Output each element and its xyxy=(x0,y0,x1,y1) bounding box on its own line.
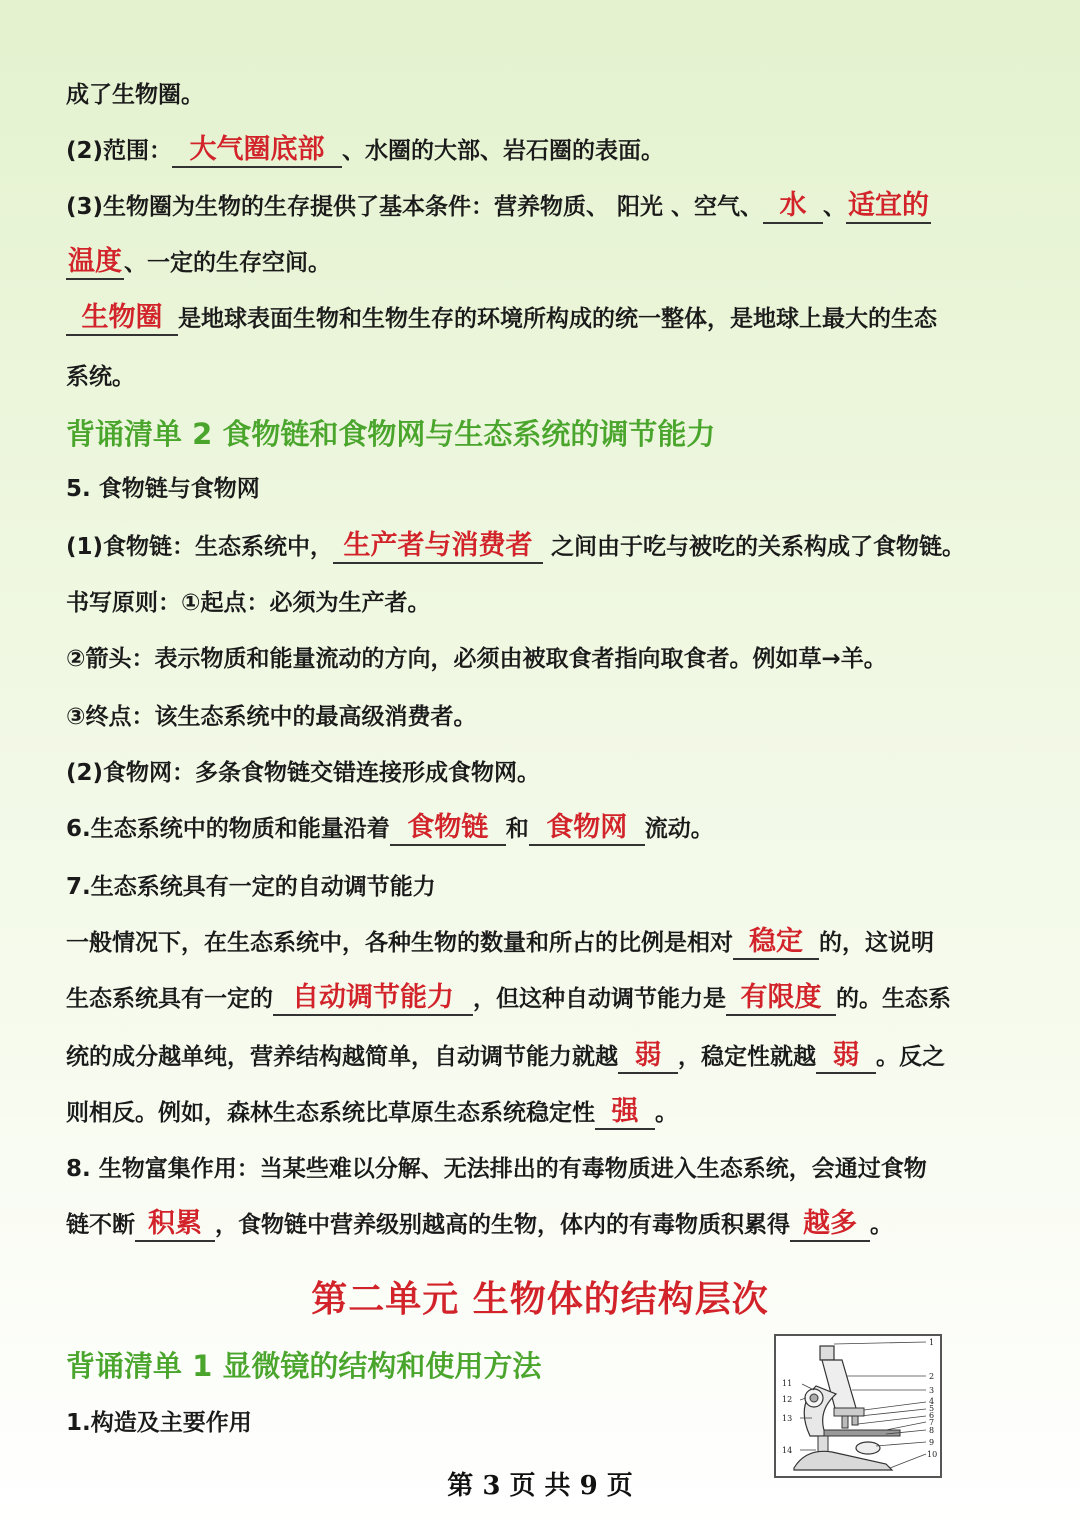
section-heading: 背诵清单 1 显微镜的结构和使用方法 xyxy=(66,1349,542,1383)
answer-blank: 生物圈 xyxy=(66,302,178,336)
text-line: 6.生态系统中的物质和能量沿着 食物链 和 食物网 流动。 xyxy=(66,812,1016,846)
figure-label: 13 xyxy=(782,1414,793,1423)
text-line: (1)食物链：生态系统中， 生产者与消费者 之间由于吃与被吃的关系构成了食物链。 xyxy=(66,530,1016,564)
answer-blank: 自动调节能力 xyxy=(273,982,473,1016)
text-line: (3)生物圈为生物的生存提供了基本条件：营养物质、 阳光 、空气、 水 、适宜的 xyxy=(66,190,1016,224)
text-line: ②箭头：表示物质和能量流动的方向，必须由被取食者指向取食者。例如草→羊。 xyxy=(66,646,887,672)
microscope-figure xyxy=(774,1334,942,1478)
text-line: 5. 食物链与食物网 xyxy=(66,476,260,502)
figure-label: 4 xyxy=(929,1397,935,1406)
text-line: 7.生态系统具有一定的自动调节能力 xyxy=(66,874,436,900)
figure-label: 5 xyxy=(929,1404,935,1413)
text-line: (2)食物网：多条食物链交错连接形成食物网。 xyxy=(66,760,541,786)
text-line: 8. 生物富集作用：当某些难以分解、无法排出的有毒物质进入生态系统，会通过食物 xyxy=(66,1156,927,1182)
text-line: 成了生物圈。 xyxy=(66,82,204,108)
figure-label: 2 xyxy=(929,1372,935,1381)
unit-title: 第二单元 生物体的结构层次 xyxy=(311,1279,769,1320)
answer-blank: 强 xyxy=(595,1096,655,1130)
text-line: ③终点：该生态系统中的最高级消费者。 xyxy=(66,704,477,730)
figure-label: 12 xyxy=(782,1395,793,1404)
answer-blank: 适宜的 xyxy=(846,190,931,224)
text-line: 生物圈 是地球表面生物和生物生存的环境所构成的统一整体，是地球上最大的生态 xyxy=(66,302,1016,336)
answer-blank: 越多 xyxy=(790,1208,870,1242)
figure-label: 1 xyxy=(929,1338,935,1347)
text-line: 系统。 xyxy=(66,364,135,390)
figure-label: 7 xyxy=(929,1418,935,1427)
text-line: 链不断 积累 ，食物链中营养级别越高的生物，体内的有毒物质积累得 越多 。 xyxy=(66,1208,1016,1242)
answer-blank: 食物网 xyxy=(529,812,645,846)
answer-blank: 大气圈底部 xyxy=(172,134,342,168)
text-line: 生态系统具有一定的 自动调节能力 ，但这种自动调节能力是 有限度 的。生态系 xyxy=(66,982,1016,1016)
text-line: (2)范围： 大气圈底部 、水圈的大部、岩石圈的表面。 xyxy=(66,134,1016,168)
microscope-drawing xyxy=(776,1336,940,1476)
section-heading: 背诵清单 2 食物链和食物网与生态系统的调节能力 xyxy=(66,417,716,451)
text-line: 1.构造及主要作用 xyxy=(66,1410,252,1436)
figure-label: 10 xyxy=(927,1450,938,1459)
figure-label: 14 xyxy=(782,1446,793,1455)
text-line: 统的成分越单纯，营养结构越简单，自动调节能力就越 弱 ，稳定性就越 弱 。反之 xyxy=(66,1040,1016,1074)
answer-blank: 稳定 xyxy=(733,926,819,960)
page-footer: 第 3 页 共 9 页 xyxy=(447,1471,633,1501)
answer-blank: 水 xyxy=(763,190,823,224)
figure-label: 6 xyxy=(929,1411,935,1420)
answer-blank: 弱 xyxy=(618,1040,678,1074)
figure-label: 8 xyxy=(929,1426,935,1435)
answer-blank: 温度 xyxy=(66,246,124,280)
text-line: 温度、一定的生存空间。 xyxy=(66,246,1016,280)
figure-label: 11 xyxy=(782,1379,793,1388)
figure-label: 9 xyxy=(929,1438,935,1447)
text-line: 书写原则：①起点：必须为生产者。 xyxy=(66,590,431,616)
answer-blank: 食物链 xyxy=(390,812,506,846)
text-line: 一般情况下，在生态系统中，各种生物的数量和所占的比例是相对 稳定 的，这说明 xyxy=(66,926,1016,960)
figure-label: 3 xyxy=(929,1386,935,1395)
answer-blank: 积累 xyxy=(135,1208,215,1242)
answer-blank: 弱 xyxy=(816,1040,876,1074)
answer-blank: 有限度 xyxy=(726,982,836,1016)
answer-blank: 生产者与消费者 xyxy=(333,530,543,564)
text-line: 则相反。例如，森林生态系统比草原生态系统稳定性 强 。 xyxy=(66,1096,1016,1130)
